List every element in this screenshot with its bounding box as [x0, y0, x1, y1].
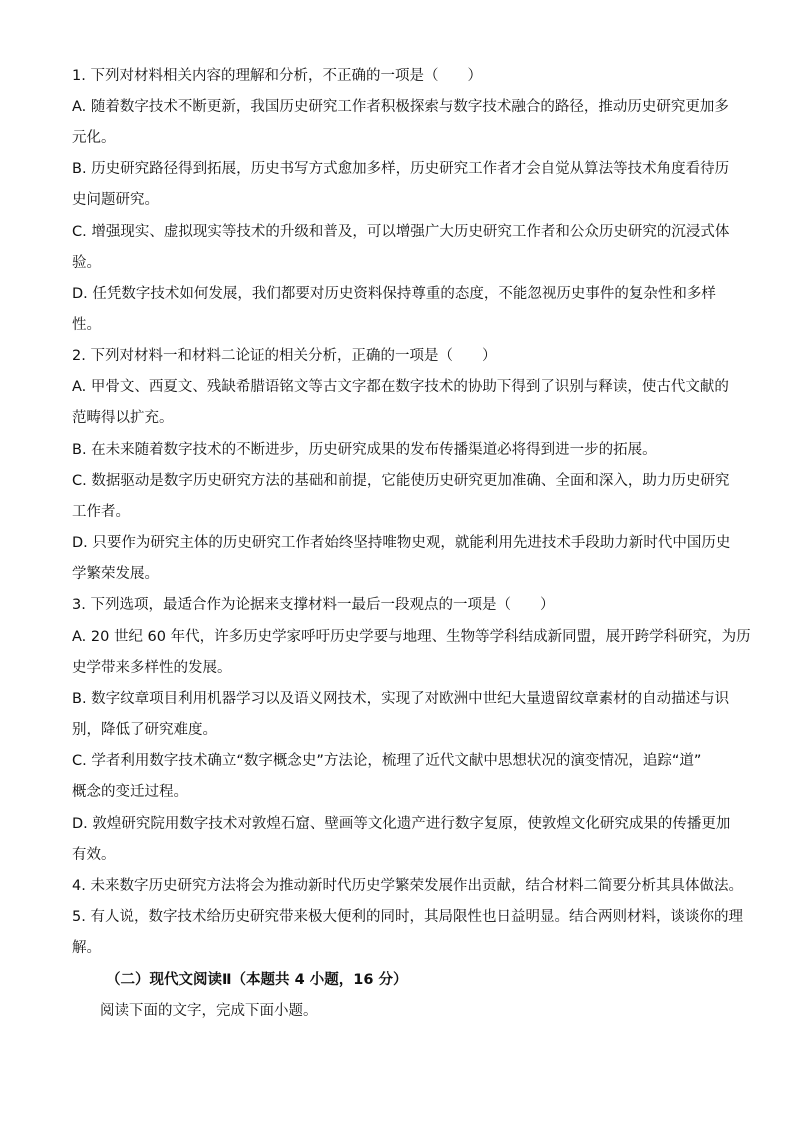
q4-stem: 4. 未来数字历史研究方法将会为推动新时代历史学繁荣发展作出贡献，结合材料二简要分析其具体做法。 — [72, 878, 743, 894]
q2-option-b: B. 在未来随着数字技术的不断进步，历史研究成果的发布传播渠道必将得到进一步的拓展。 — [72, 442, 657, 458]
q3-option-d: D. 敦煌研究院用数字技术对敦煌石窟、壁画等文化遗产进行数字复原，使敦煌文化研究成果的传播更加 — [72, 816, 731, 832]
q1-option-b: B. 历史研究路径得到拓展，历史书写方式愈加多样，历史研究工作者才会自觉从算法等技术角度看待历 — [72, 161, 730, 177]
q2-option-d-cont: 学繁荣发展。 — [72, 566, 159, 582]
q3-option-b-cont: 别，降低了研究难度。 — [72, 722, 217, 738]
q3-option-a: A. 20 世纪 60 年代，许多历史学家呼吁历史学要与地理、生物等学科结成新同盟，展开跨学科研究，为历 — [72, 629, 751, 645]
q3-option-c: C. 学者利用数字技术确立“数字概念史”方法论，梳理了近代文献中思想状况的演变情况，追踪“道” — [72, 753, 702, 769]
q2-stem: 2. 下列对材料一和材料二论证的相关分析，正确的一项是（ ） — [72, 348, 497, 364]
section-instruction: 阅读下面的文字，完成下面小题。 — [100, 1003, 318, 1019]
q1-option-c-cont: 验。 — [72, 255, 101, 271]
q3-option-c-cont: 概念的变迁过程。 — [72, 784, 188, 800]
q3-option-a-cont: 史学带来多样性的发展。 — [72, 660, 232, 676]
q2-option-a-cont: 范畴得以扩充。 — [72, 410, 174, 426]
q5-stem: 5. 有人说，数字技术给历史研究带来极大便利的同时，其局限性也日益明显。结合两则材料，谈谈你的理 — [72, 909, 743, 925]
q3-stem: 3. 下列选项，最适合作为论据来支撑材料一最后一段观点的一项是（ ） — [72, 597, 555, 613]
q2-option-c: C. 数据驱动是数字历史研究方法的基础和前提，它能使历史研究更加准确、全面和深入，助力历史研究 — [72, 473, 730, 489]
q2-option-a: A. 甲骨文、西夏文、残缺希腊语铭文等古文字都在数字技术的协助下得到了识别与释读，使古代文献的 — [72, 379, 729, 395]
q1-stem: 1. 下列对材料相关内容的理解和分析，不正确的一项是（ ） — [72, 68, 482, 84]
q1-option-a-cont: 元化。 — [72, 130, 116, 146]
q1-option-d: D. 任凭数字技术如何发展，我们都要对历史资料保持尊重的态度，不能忽视历史事件的复杂性和多样 — [72, 286, 716, 302]
q5-stem-cont: 解。 — [72, 940, 101, 956]
q1-option-d-cont: 性。 — [72, 317, 101, 333]
section-title: （二）现代文阅读Ⅱ（本题共 4 小题，16 分） — [106, 972, 408, 988]
q3-option-b: B. 数字纹章项目利用机器学习以及语义网技术，实现了对欧洲中世纪大量遗留纹章素材的自动描述与识 — [72, 691, 730, 707]
q1-option-b-cont: 史问题研究。 — [72, 192, 159, 208]
q3-option-d-cont: 有效。 — [72, 847, 116, 863]
q1-option-c: C. 增强现实、虚拟现实等技术的升级和普及，可以增强广大历史研究工作者和公众历史研究的沉浸式体 — [72, 224, 730, 240]
q2-option-c-cont: 工作者。 — [72, 504, 130, 520]
q2-option-d: D. 只要作为研究主体的历史研究工作者始终坚持唯物史观，就能利用先进技术手段助力新时代中国历史 — [72, 535, 731, 551]
q1-option-a: A. 随着数字技术不断更新，我国历史研究工作者积极探索与数字技术融合的路径，推动历史研究更加多 — [72, 99, 729, 115]
